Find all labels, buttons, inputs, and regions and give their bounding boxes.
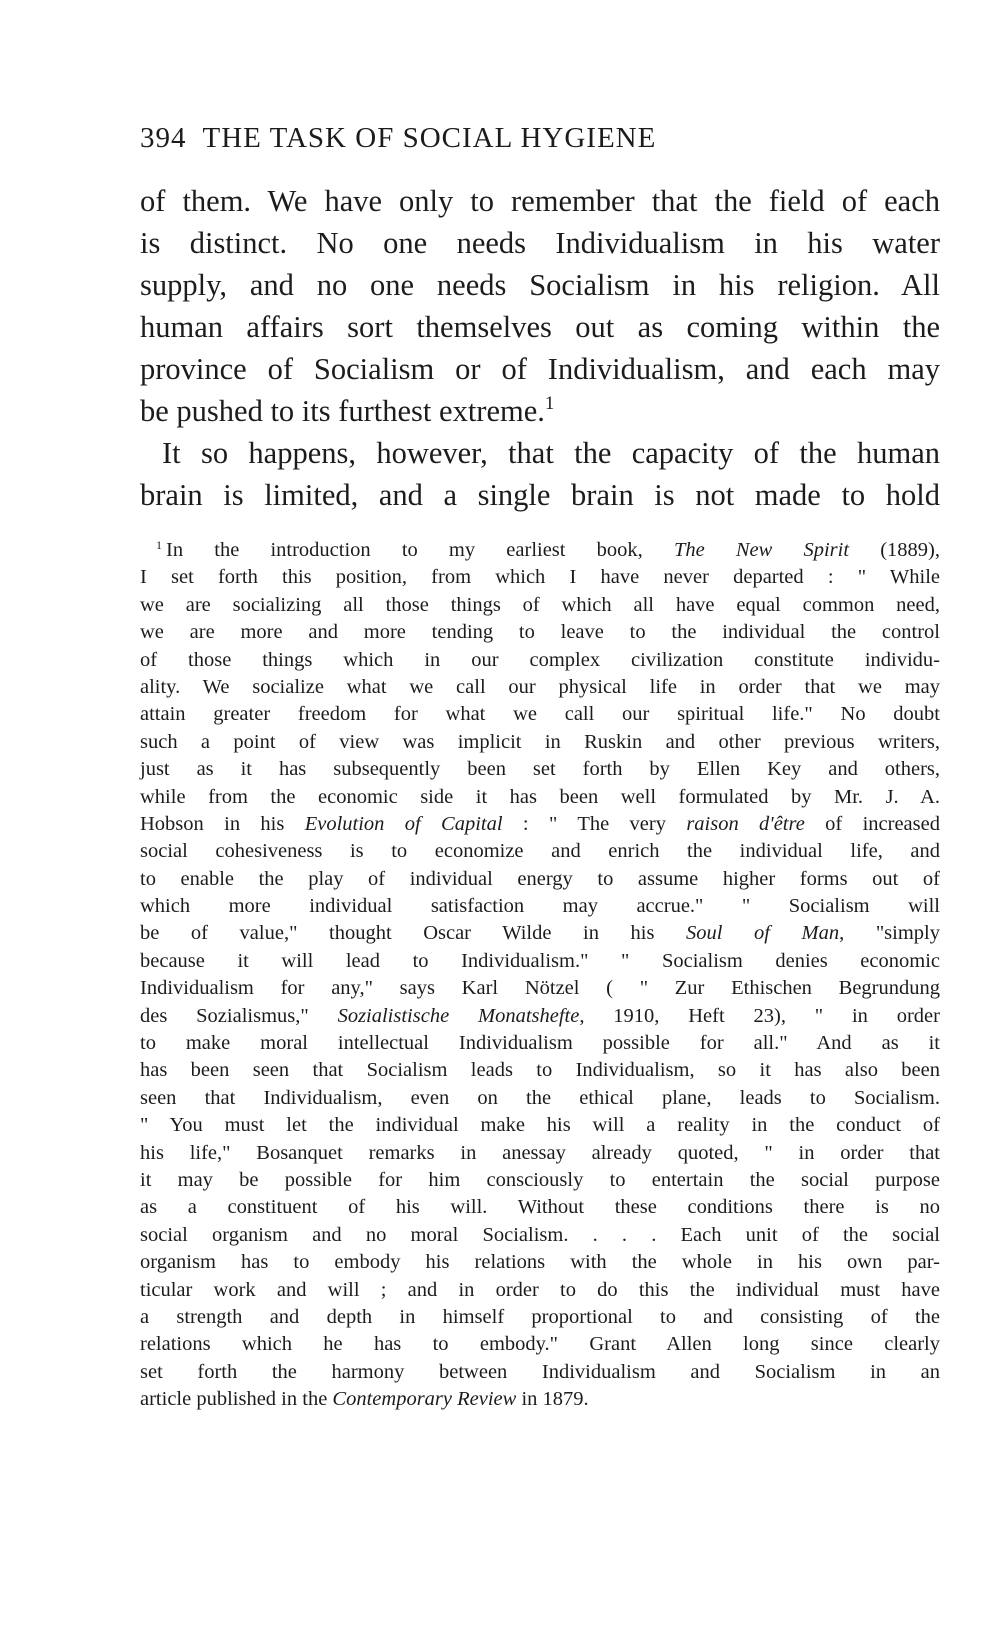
footnote-line: which more individual satisfaction may accrue." " Socialism will (140, 895, 940, 918)
footnote-reference: 1 (544, 393, 555, 414)
footnote-line: " You must let the individual make his will a reality in the conduct of (140, 1114, 940, 1137)
text-line: is distinct. No one needs Individualism in his water (140, 226, 940, 260)
footnote-line: his life," Bosanquet remarks in anessay already quoted, " in order that (140, 1141, 940, 1164)
footnote-line: I set forth this position, from which I have never departed : " While (140, 566, 940, 589)
footnote-line: has been seen that Socialism leads to Individualism, so it has also been (140, 1059, 940, 1082)
footnote-line: attain greater freedom for what we call our spiritual life." No doubt (140, 703, 940, 726)
text-line: of them. We have only to remember that the field of each (140, 184, 940, 218)
footnote-line: as a constituent of his will. Without these conditions there is no (140, 1196, 940, 1219)
footnote-line: to make moral intellectual Individualism possible for all." And as it (140, 1032, 940, 1055)
footnote-line: des Sozialismus," Sozialistische Monatshefte, 1910, Heft 23), " in order (140, 1004, 940, 1027)
running-title: THE TASK OF SOCIAL HYGIENE (202, 122, 657, 154)
footnote (140, 537, 940, 1414)
text-line: brain is limited, and a single brain is not made to hold (140, 478, 940, 512)
text-line-with-footnote-ref: be pushed to its furthest extreme.$^1$ (140, 393, 555, 428)
footnote-line: such a point of view was implicit in Ruskin and other previous writers, (140, 730, 940, 753)
footnote-line: Individualism for any," says Karl Nötzel ( " Zur Ethischen Begrundung (140, 977, 940, 1000)
text-line: supply, and no one needs Socialism in his religion. All (140, 268, 940, 302)
book-title: The New Spirit (673, 539, 850, 561)
footnote-line: $^1$ In the introduction to my earliest book, The New Spirit (1889), (156, 538, 940, 561)
footnote-marker: 1 (156, 538, 162, 552)
footnote-line: a strength and depth in himself proportional to and consisting of the (140, 1305, 940, 1328)
main-text (140, 180, 940, 516)
footnote-line: be of value," thought Oscar Wilde in his Soul of Man, "simply (140, 922, 940, 945)
foreign-term: raison d'être (686, 812, 805, 835)
footnote-line: Hobson in his Evolution of Capital : " The very raison d'être of increased (140, 812, 940, 835)
running-header (140, 118, 940, 158)
journal-title: Contemporary Review (332, 1388, 517, 1411)
book-title: Evolution of Capital (304, 812, 503, 835)
footnote-line: organism has to embody his relations with the whole in his own par- (140, 1251, 940, 1274)
footnote-line: to enable the play of individual energy to assume higher forms out of (140, 867, 940, 890)
text-line: province of Socialism or of Individualism, and each may (140, 352, 940, 386)
paragraph-start-line: It so happens, however, that the capacity of the human (162, 436, 940, 470)
footnote-line: relations which he has to embody." Grant Allen long since clearly (140, 1333, 940, 1356)
journal-title: Sozialistische Monatshefte (337, 1004, 580, 1027)
footnote-line: just as it has subsequently been set forth by Ellen Key and others, (140, 758, 940, 781)
footnote-line: while from the economic side it has been well formulated by Mr. J. A. (140, 785, 940, 808)
footnote-line: article published in the Contemporary Review in 1879. (140, 1388, 589, 1411)
book-title: Soul of Man (686, 922, 840, 945)
footnote-line: set forth the harmony between Individualism and Socialism in an (140, 1360, 940, 1383)
footnote-line: social organism and no moral Socialism. . . . Each unit of the social (140, 1223, 940, 1246)
footnote-line: we are socializing all those things of which all have equal common need, (140, 593, 940, 616)
footnote-line: social cohesiveness is to economize and enrich the individual life, and (140, 840, 940, 863)
page-number: 394 (140, 122, 187, 154)
text-line: human affairs sort themselves out as coming within the (140, 310, 940, 344)
footnote-line: because it will lead to Individualism." " Socialism denies economic (140, 949, 940, 972)
footnote-line: of those things which in our complex civilization constitute individu- (140, 648, 940, 671)
footnote-line: ticular work and will ; and in order to do this the individual must have (140, 1278, 940, 1301)
footnote-line: seen that Individualism, even on the ethical plane, leads to Socialism. (140, 1086, 940, 1109)
footnote-line: ality. We socialize what we call our physical life in order that we may (140, 675, 940, 698)
footnote-line: it may be possible for him consciously to entertain the social purpose (140, 1168, 940, 1191)
footnote-line: we are more and more tending to leave to the individual the control (140, 621, 940, 644)
